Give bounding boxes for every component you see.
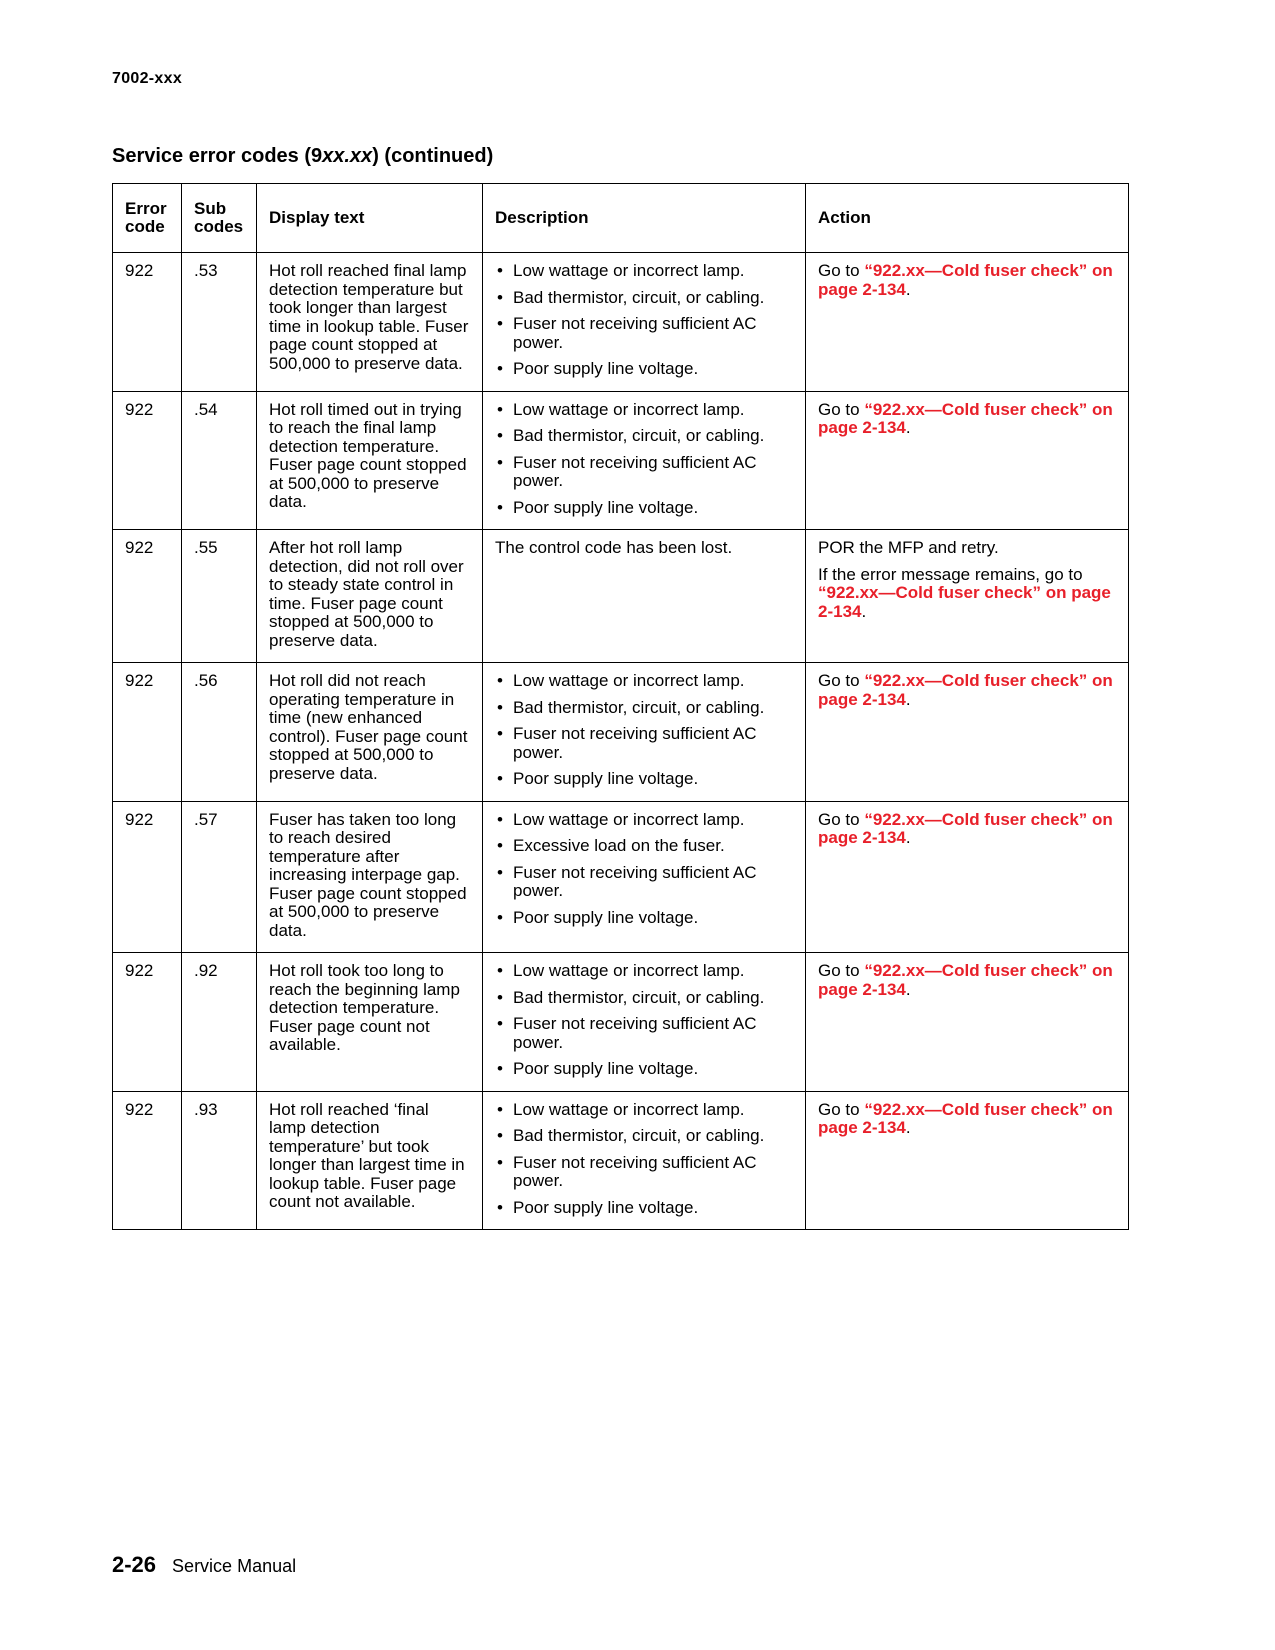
action-period: . — [905, 828, 911, 847]
error-code-cell: 922 — [113, 253, 182, 392]
cold-fuser-check-link[interactable]: “922.xx—Cold fuser check” on page 2-134 — [818, 961, 1113, 999]
action-period: . — [861, 601, 867, 621]
action-text: Go to — [818, 809, 865, 829]
display-text-cell: Hot roll timed out in trying to reach the final lamp detection temperature. Fuser page count stopped at 500,000 to preserve data. — [257, 391, 483, 530]
sub-code-cell: .92 — [182, 953, 257, 1092]
section-title-italic: xx.xx — [322, 145, 373, 167]
description-item: • Bad thermistor, circuit, or cabling. — [495, 699, 793, 718]
action-period: . — [905, 979, 911, 999]
description-item: • Low wattage or incorrect lamp. — [495, 1101, 793, 1120]
table-row — [113, 663, 1129, 802]
page-footer — [112, 1552, 296, 1578]
description-item: • Poor supply line voltage. — [495, 499, 793, 518]
sub-code-cell: .56 — [182, 663, 257, 802]
error-code-cell: 922 — [113, 391, 182, 530]
action-period: . — [905, 689, 911, 709]
description-item: • Poor supply line voltage. — [495, 1199, 793, 1218]
description-item: • Poor supply line voltage. — [495, 360, 793, 379]
header-description: Description — [483, 184, 806, 253]
display-text-cell: Hot roll took too long to reach the beginning lamp detection temperature. Fuser page count not available. — [257, 953, 483, 1092]
action-text: Go to — [818, 961, 865, 980]
header-display-text: Display text — [257, 184, 483, 253]
error-codes-table — [112, 183, 1129, 1230]
section-title-pre: Service error codes (9 — [112, 145, 323, 167]
sub-code-cell: .57 — [182, 801, 257, 953]
action-cell — [806, 530, 1129, 663]
description-item: • Bad thermistor, circuit, or cabling. — [495, 1127, 793, 1146]
action-text: Go to — [818, 261, 865, 280]
action-cell — [806, 1091, 1129, 1230]
description-cell — [483, 391, 806, 530]
action-cell — [806, 391, 1129, 530]
error-code-cell: 922 — [113, 953, 182, 1092]
manual-title: Service Manual — [172, 1556, 297, 1576]
table-row — [113, 391, 1129, 530]
header-error-code: Error code — [113, 184, 182, 253]
description-item: • Bad thermistor, circuit, or cabling. — [495, 427, 793, 446]
description-cell — [483, 1091, 806, 1230]
description-item: • Bad thermistor, circuit, or cabling. — [495, 989, 793, 1008]
table-row — [113, 953, 1129, 1092]
action-line — [818, 566, 1116, 622]
document-header-code: 7002-xxx — [112, 70, 183, 87]
action-text: If the error message remains, go to — [818, 564, 1083, 584]
error-code-cell: 922 — [113, 530, 182, 663]
sub-code-cell: .55 — [182, 530, 257, 663]
table-header-row — [113, 184, 1129, 253]
description-list — [495, 672, 793, 789]
action-cell — [806, 953, 1129, 1092]
description-item: • Excessive load on the fuser. — [495, 837, 793, 856]
description-item: • Poor supply line voltage. — [495, 770, 793, 789]
action-text: Go to — [818, 671, 865, 690]
header-action: Action — [806, 184, 1129, 253]
description-item: • Low wattage or incorrect lamp. — [495, 262, 793, 281]
sub-code-cell: .53 — [182, 253, 257, 392]
table-row — [113, 801, 1129, 953]
description-cell — [483, 663, 806, 802]
section-title — [112, 145, 493, 168]
cold-fuser-check-link[interactable]: “922.xx—Cold fuser check” on page 2-134 — [818, 671, 1113, 709]
action-cell — [806, 253, 1129, 392]
error-code-cell: 922 — [113, 801, 182, 953]
description-item: • Fuser not receiving sufficient AC power. — [495, 864, 793, 901]
display-text-cell: Hot roll did not reach operating temperature in time (new enhanced control). Fuser page count stopped at 500,000 to preserve data. — [257, 663, 483, 802]
cold-fuser-check-link[interactable]: “922.xx—Cold fuser check” on page 2-134 — [818, 809, 1113, 847]
action-period: . — [905, 418, 911, 437]
action-cell — [806, 801, 1129, 953]
section-title-post: ) (continued) — [372, 145, 494, 167]
description-list — [495, 811, 793, 928]
description-item: • Low wattage or incorrect lamp. — [495, 401, 793, 420]
description-item: • Bad thermistor, circuit, or cabling. — [495, 289, 793, 308]
description-list — [495, 1101, 793, 1218]
display-text-cell: After hot roll lamp detection, did not roll over to steady state control in time. Fuser page count stopped at 500,000 to preserve data. — [257, 530, 483, 663]
description-item: • Poor supply line voltage. — [495, 1060, 793, 1079]
table-row — [113, 1091, 1129, 1230]
cold-fuser-check-link[interactable]: “922.xx—Cold fuser check” on page 2-134 — [818, 1099, 1113, 1137]
description-cell — [483, 953, 806, 1092]
description-item: • Fuser not receiving sufficient AC power. — [495, 1154, 793, 1191]
display-text-cell: Fuser has taken too long to reach desired temperature after increasing interpage gap. Fuser page count stopped at 500,000 to preserve data. — [257, 801, 483, 953]
description-cell — [483, 253, 806, 392]
action-line: POR the MFP and retry. — [818, 538, 999, 557]
error-code-cell: 922 — [113, 663, 182, 802]
cold-fuser-check-link[interactable]: “922.xx—Cold fuser check” on page 2-134 — [818, 261, 1113, 299]
sub-code-cell: .54 — [182, 391, 257, 530]
description-item: • Fuser not receiving sufficient AC power. — [495, 315, 793, 352]
display-text-cell: Hot roll reached ‘final lamp detection temperature’ but took longer than largest time in lookup table. Fuser page count not available. — [257, 1091, 483, 1230]
display-text-cell: Hot roll reached final lamp detection temperature but took longer than largest time in lookup table. Fuser page count stopped at 500,000 to preserve data. — [257, 253, 483, 392]
action-period: . — [905, 1118, 911, 1137]
description-item: • Low wattage or incorrect lamp. — [495, 811, 793, 830]
action-text: Go to — [818, 1099, 865, 1119]
header-sub-codes: Sub codes — [182, 184, 257, 253]
sub-code-cell: .93 — [182, 1091, 257, 1230]
description-item: • Fuser not receiving sufficient AC power. — [495, 454, 793, 491]
page-number: 2-26 — [112, 1552, 157, 1577]
description-list — [495, 401, 793, 518]
description-list — [495, 962, 793, 1079]
action-cell — [806, 663, 1129, 802]
cold-fuser-check-link[interactable]: “922.xx—Cold fuser check” on page 2-134 — [818, 583, 1111, 621]
cold-fuser-check-link[interactable]: “922.xx—Cold fuser check” on page 2-134 — [818, 399, 1113, 437]
description-item: • Poor supply line voltage. — [495, 909, 793, 928]
error-code-cell: 922 — [113, 1091, 182, 1230]
description-list — [495, 262, 793, 379]
description-item: • Low wattage or incorrect lamp. — [495, 672, 793, 691]
action-text: Go to — [818, 399, 865, 419]
description-item: • Low wattage or incorrect lamp. — [495, 962, 793, 981]
table-row — [113, 530, 1129, 663]
description-cell: The control code has been lost. — [483, 530, 806, 663]
table-row — [113, 253, 1129, 392]
description-item: • Fuser not receiving sufficient AC power. — [495, 1015, 793, 1052]
description-cell — [483, 801, 806, 953]
action-period: . — [905, 279, 911, 299]
description-item: • Fuser not receiving sufficient AC power. — [495, 725, 793, 762]
